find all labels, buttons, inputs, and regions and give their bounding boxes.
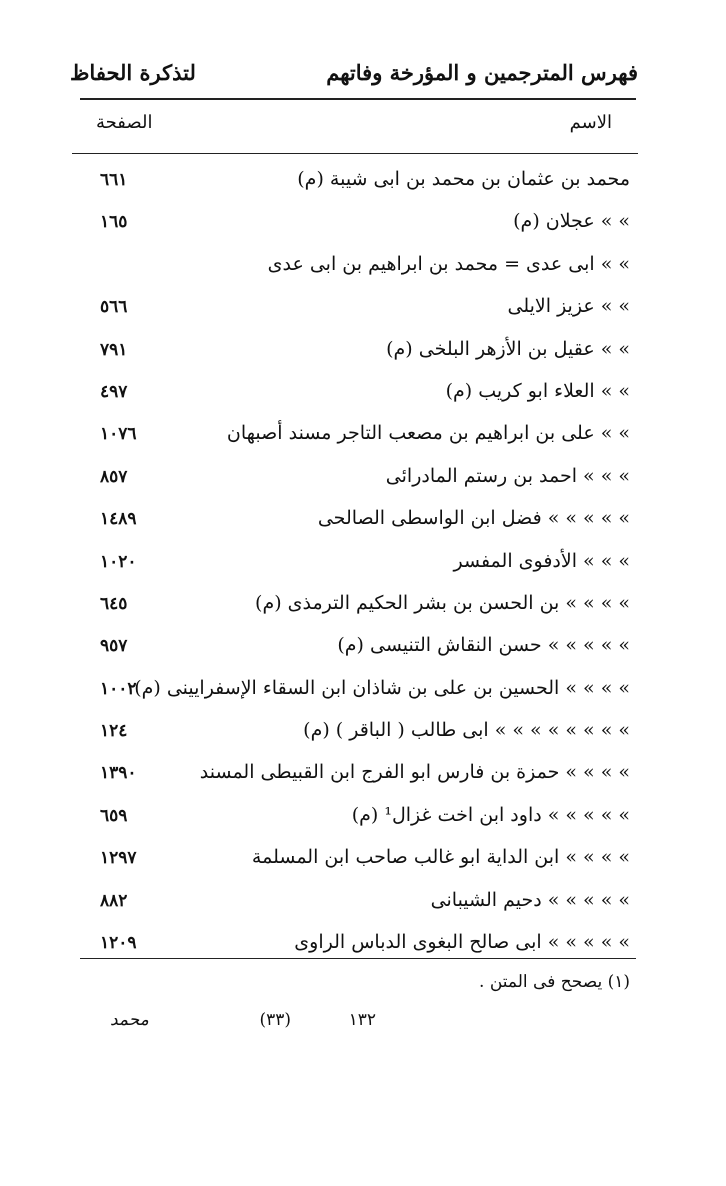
- index-row: [80, 840, 630, 882]
- entry-name: محمد بن عثمان بن محمد بن ابى شيبة (م): [297, 168, 630, 190]
- index-row: [80, 883, 630, 925]
- entry-page: ١٠٠٢: [100, 678, 137, 699]
- page-number: ١٣٢: [348, 1010, 376, 1030]
- entry-name: » » ابى عدى = محمد بن ابراهيم بن ابى عدى: [267, 252, 630, 275]
- signature-number: (٣٣): [259, 1010, 291, 1030]
- entry-page: ١٤٨٩: [100, 509, 137, 530]
- entry-page: ٩٥٧: [100, 636, 128, 657]
- index-row: [80, 628, 630, 670]
- entry-page: ١٢٩٧: [100, 848, 137, 869]
- index-row: [80, 374, 630, 416]
- index-title: فهرس المترجمين و المؤرخة وفاتهم: [326, 59, 638, 85]
- printer-signature: محمد: [110, 1010, 149, 1030]
- index-row: [80, 459, 630, 501]
- entry-name: » » » احمد بن رستم المادرائى: [385, 464, 630, 487]
- book-title: لتذكرة الحفاظ: [70, 59, 196, 85]
- entry-page: ٧٩١: [100, 339, 128, 360]
- entry-name: » » عقيل بن الأزهر البلخى (م): [386, 337, 630, 360]
- entry-name: » » » » » دحيم الشيبانى: [430, 888, 630, 911]
- entry-page: ١٢٤: [100, 721, 128, 742]
- page-column-header: الصفحة: [96, 112, 153, 133]
- running-header: [70, 52, 638, 92]
- index-entries: [80, 162, 630, 967]
- header-rule: [80, 98, 636, 100]
- entry-page: ٨٨٢: [100, 890, 128, 911]
- index-row: [80, 713, 630, 755]
- index-row: [80, 586, 630, 628]
- index-row: [80, 755, 630, 797]
- name-column-header: الاسم: [569, 112, 612, 133]
- entry-page: ١٠٧٦: [100, 424, 137, 445]
- entry-name: » » » » » داود ابن اخت غزال¹ (م): [351, 803, 630, 826]
- index-row: [80, 289, 630, 331]
- index-row: [80, 925, 630, 967]
- entry-name: » » على بن ابراهيم بن مصعب التاجر مسند أصبهان: [226, 422, 630, 445]
- column-header-rule: [72, 153, 638, 154]
- index-row: [80, 501, 630, 543]
- index-row: [80, 798, 630, 840]
- index-row: [80, 544, 630, 586]
- entry-page: ٥٦٦: [100, 297, 128, 318]
- entry-name: » » » الأدفوى المفسر: [453, 549, 630, 572]
- entry-name: » » » » الحسين بن على بن شاذان ابن السقاء الإسفرايينى (م): [134, 676, 630, 699]
- index-row: [80, 162, 630, 204]
- entry-page: ١٣٩٠: [100, 763, 137, 784]
- entry-name: » » » » » » » » ابى طالب ( الباقر ) (م): [303, 719, 630, 742]
- entry-name: » » » » » حسن النقاش التنيسى (م): [337, 634, 630, 657]
- index-row: [80, 671, 630, 713]
- entry-page: ١٢٠٩: [100, 933, 137, 954]
- entry-page: ٦٤٥: [100, 593, 128, 614]
- index-row: [80, 204, 630, 246]
- entry-page: ٦٦١: [100, 170, 128, 190]
- page-footer: [110, 1010, 376, 1044]
- entry-name: » » » » » ابى صالح البغوى الدباس الراوى: [294, 931, 630, 954]
- index-row: [80, 416, 630, 458]
- entry-page: ٦٥٩: [100, 805, 128, 826]
- index-row: [80, 247, 630, 289]
- entry-page: ٤٩٧: [100, 381, 128, 402]
- entry-name: » » العلاء ابو كريب (م): [445, 379, 630, 402]
- footnote-rule: [80, 958, 636, 959]
- entry-name: » » عجلان (م): [513, 210, 630, 233]
- entry-page: ٨٥٧: [100, 466, 128, 487]
- entry-name: » » » » حمزة بن فارس ابو الفرج ابن القبيطى المسند: [199, 761, 630, 784]
- footnote: (١) يصحح فى المتن .: [479, 972, 630, 992]
- entry-page: ١٦٥: [100, 212, 128, 233]
- entry-name: » » » » بن الحسن بن بشر الحكيم الترمذى (م): [255, 591, 630, 614]
- entry-page: ١٠٢٠: [100, 551, 137, 572]
- index-row: [80, 332, 630, 374]
- entry-name: » » » » » فضل ابن الواسطى الصالحى: [317, 507, 630, 530]
- entry-name: » » عزيز الايلى: [507, 295, 630, 318]
- entry-name: » » » » ابن الداية ابو غالب صاحب ابن المسلمة: [251, 846, 630, 869]
